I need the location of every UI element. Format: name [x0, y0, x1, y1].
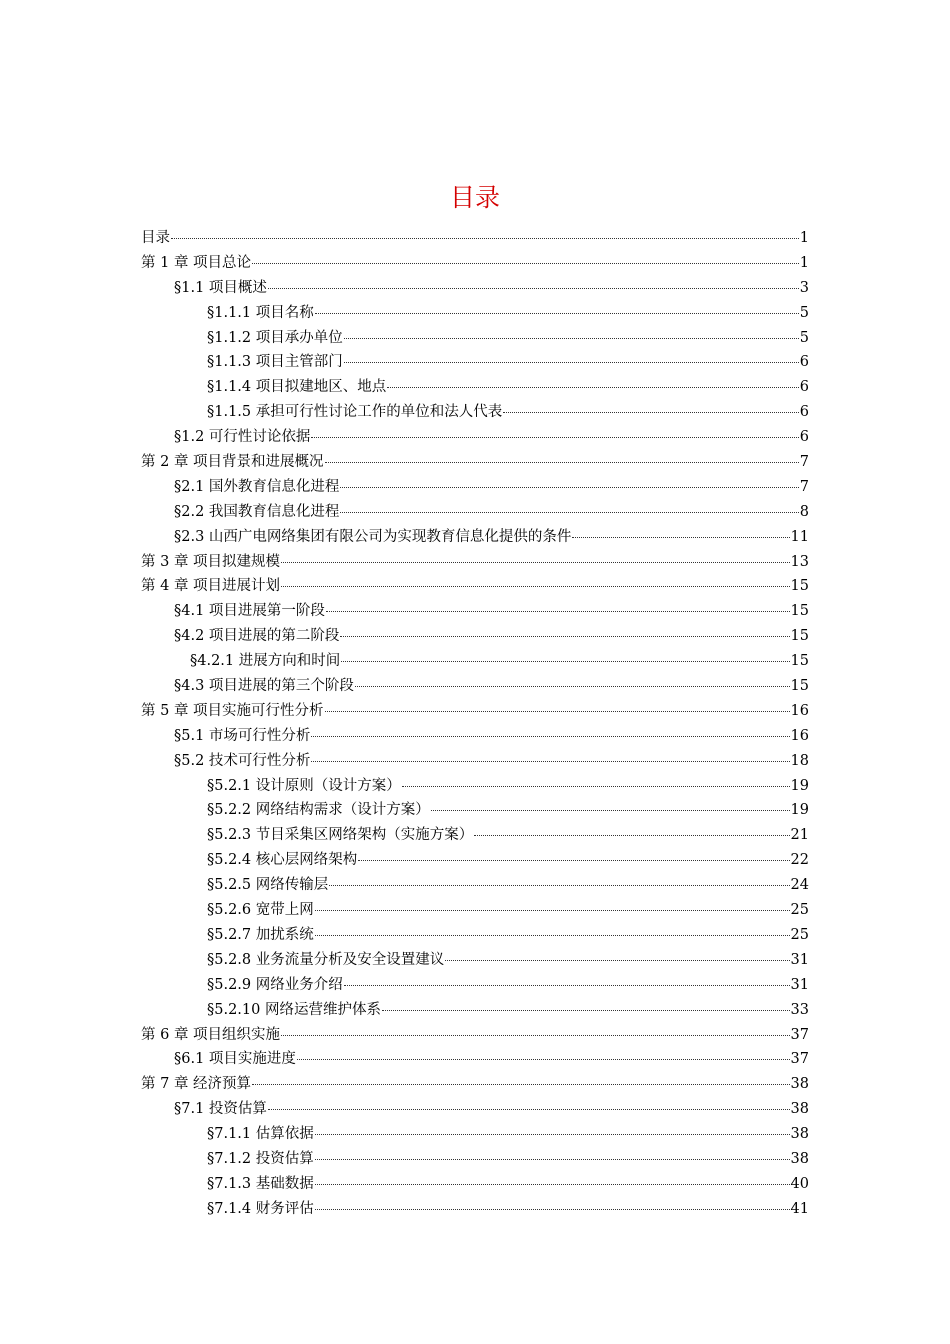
toc-entry[interactable] — [141, 774, 809, 799]
toc-entry-page-number: 19 — [790, 802, 809, 819]
toc-entry-page-number: 6 — [799, 354, 809, 371]
toc-entry-page-number: 38 — [790, 1101, 809, 1118]
toc-dot-leader — [311, 747, 789, 762]
toc-entry[interactable] — [141, 674, 809, 699]
toc-entry-label: §1.1.5 承担可行性讨论工作的单位和法人代表 — [207, 404, 503, 421]
toc-dot-leader — [445, 946, 789, 961]
toc-entry-label: §1.2 可行性讨论依据 — [174, 429, 311, 446]
toc-entry-label: §5.2.1 设计原则（设计方案） — [207, 777, 401, 794]
toc-entry-label: §5.1 市场可行性分析 — [174, 727, 311, 744]
toc-entry[interactable] — [141, 375, 809, 400]
toc-entry[interactable] — [141, 226, 809, 251]
toc-entry[interactable] — [141, 550, 809, 575]
toc-entry-label: 第 3 章 项目拟建规模 — [141, 553, 281, 570]
toc-dot-leader — [431, 796, 790, 811]
toc-dot-leader — [358, 846, 789, 861]
toc-entry[interactable] — [141, 1097, 809, 1122]
toc-entry-page-number: 41 — [790, 1200, 809, 1217]
toc-entry[interactable] — [141, 898, 809, 923]
toc-dot-leader — [344, 971, 790, 986]
toc-entry-page-number: 25 — [790, 926, 809, 943]
toc-entry-page-number: 40 — [790, 1175, 809, 1192]
toc-entry-label: §1.1.2 项目承办单位 — [207, 329, 343, 346]
toc-entry-label: §5.2.6 宽带上网 — [207, 902, 314, 919]
toc-dot-leader — [297, 1045, 790, 1060]
toc-entry-page-number: 19 — [790, 777, 809, 794]
toc-dot-leader — [402, 772, 790, 787]
toc-entry[interactable] — [141, 425, 809, 450]
toc-dot-leader — [344, 348, 799, 363]
toc-entry-label: §4.3 项目进展的第三个阶段 — [174, 678, 354, 695]
toc-entry-page-number: 22 — [790, 852, 809, 869]
toc-dot-leader — [315, 299, 799, 314]
toc-dot-leader — [329, 871, 789, 886]
toc-dot-leader — [341, 647, 789, 662]
toc-dot-leader — [503, 398, 799, 413]
toc-entry-page-number: 5 — [799, 304, 809, 321]
toc-entry[interactable] — [141, 1147, 809, 1172]
toc-entry-page-number: 38 — [790, 1126, 809, 1143]
toc-dot-leader — [315, 896, 790, 911]
toc-dot-leader — [315, 1170, 790, 1185]
toc-entry[interactable] — [141, 574, 809, 599]
toc-dot-leader — [171, 224, 799, 239]
toc-dot-leader — [387, 373, 799, 388]
toc-entry-label: §5.2.3 节目采集区网络架构（实施方案） — [207, 827, 474, 844]
toc-entry-page-number: 8 — [799, 503, 809, 520]
toc-entry[interactable] — [141, 1122, 809, 1147]
toc-entry-label: 第 2 章 项目背景和进展概况 — [141, 454, 324, 471]
toc-entry-label: 目录 — [141, 230, 170, 246]
toc-dot-leader — [326, 597, 790, 612]
toc-entry[interactable] — [141, 1047, 809, 1072]
toc-entry-page-number: 16 — [790, 727, 809, 744]
toc-dot-leader — [340, 622, 789, 637]
toc-entry[interactable] — [141, 326, 809, 351]
toc-dot-leader — [315, 921, 790, 936]
toc-entry[interactable] — [141, 400, 809, 425]
toc-entry[interactable] — [141, 475, 809, 500]
toc-entry[interactable] — [141, 948, 809, 973]
toc-entry[interactable] — [141, 1072, 809, 1097]
toc-entry-page-number: 21 — [790, 827, 809, 844]
toc-entry-page-number: 31 — [790, 976, 809, 993]
toc-dot-leader — [252, 249, 799, 264]
toc-entry[interactable] — [141, 624, 809, 649]
toc-entry[interactable] — [141, 1172, 809, 1197]
toc-entry-page-number: 24 — [790, 877, 809, 894]
toc-entry-label: §2.1 国外教育信息化进程 — [174, 478, 340, 495]
toc-dot-leader — [268, 274, 799, 289]
toc-entry-label: §7.1 投资估算 — [174, 1101, 267, 1118]
toc-dot-leader — [281, 1021, 789, 1036]
toc-entry-page-number: 16 — [790, 702, 809, 719]
page-title: 目录 — [449, 183, 500, 212]
toc-entry-label: §2.3 山西广电网络集团有限公司为实现教育信息化提供的条件 — [174, 528, 572, 545]
toc-dot-leader — [281, 572, 789, 587]
toc-entry-page-number: 31 — [790, 951, 809, 968]
table-of-contents — [141, 226, 809, 1222]
toc-entry-page-number: 37 — [790, 1051, 809, 1068]
toc-entry-label: 第 7 章 经济预算 — [141, 1076, 252, 1093]
toc-entry-page-number: 37 — [790, 1026, 809, 1043]
toc-entry[interactable] — [141, 450, 809, 475]
toc-entry-page-number: 15 — [790, 678, 809, 695]
toc-entry-label: §4.1 项目进展第一阶段 — [174, 603, 325, 620]
toc-dot-leader — [340, 498, 798, 513]
toc-entry-label: §5.2.2 网络结构需求（设计方案） — [207, 802, 430, 819]
toc-dot-leader — [281, 548, 789, 563]
toc-dot-leader — [474, 821, 789, 836]
toc-dot-leader — [268, 1095, 790, 1110]
toc-entry-page-number: 1 — [799, 230, 809, 246]
toc-entry-label: §1.1.3 项目主管部门 — [207, 354, 343, 371]
toc-entry-page-number: 3 — [799, 279, 809, 296]
toc-entry-label: 第 6 章 项目组织实施 — [141, 1026, 281, 1043]
toc-entry-label: §7.1.2 投资估算 — [207, 1150, 314, 1167]
toc-entry-label: §5.2.7 加扰系统 — [207, 926, 314, 943]
toc-dot-leader — [315, 1145, 790, 1160]
toc-entry[interactable] — [141, 276, 809, 301]
toc-entry-page-number: 6 — [799, 379, 809, 396]
toc-entry-page-number: 6 — [799, 429, 809, 446]
toc-entry[interactable] — [141, 973, 809, 998]
toc-entry[interactable] — [141, 525, 809, 550]
toc-entry[interactable] — [141, 873, 809, 898]
toc-entry-label: §4.2.1 进展方向和时间 — [190, 653, 341, 670]
toc-entry-label: §5.2.9 网络业务介绍 — [207, 976, 343, 993]
toc-entry[interactable] — [141, 823, 809, 848]
toc-entry-page-number: 7 — [799, 454, 809, 471]
toc-entry-page-number: 5 — [799, 329, 809, 346]
toc-entry-page-number: 15 — [790, 653, 809, 670]
toc-dot-leader — [340, 473, 798, 488]
toc-entry-page-number: 1 — [799, 254, 809, 271]
toc-dot-leader — [344, 324, 799, 339]
toc-entry-page-number: 7 — [799, 478, 809, 495]
toc-entry-label: §5.2.10 网络运营维护体系 — [207, 1001, 381, 1018]
toc-entry-page-number: 15 — [790, 603, 809, 620]
toc-dot-leader — [355, 672, 790, 687]
toc-entry-page-number: 15 — [790, 578, 809, 595]
toc-entry[interactable] — [141, 301, 809, 326]
toc-entry[interactable] — [141, 1023, 809, 1048]
toc-entry[interactable] — [141, 923, 809, 948]
toc-entry-label: §1.1 项目概述 — [174, 279, 267, 296]
toc-entry[interactable] — [141, 500, 809, 525]
toc-dot-leader — [315, 1195, 790, 1210]
toc-entry[interactable] — [141, 649, 809, 674]
toc-entry[interactable] — [141, 699, 809, 724]
toc-entry[interactable] — [141, 998, 809, 1023]
toc-entry-label: 第 1 章 项目总论 — [141, 254, 252, 271]
toc-dot-leader — [315, 1120, 790, 1135]
toc-entry-label: §1.1.1 项目名称 — [207, 304, 314, 321]
toc-dot-leader — [325, 448, 799, 463]
toc-entry-label: §7.1.1 估算依据 — [207, 1126, 314, 1143]
toc-entry-page-number: 33 — [790, 1001, 809, 1018]
toc-entry[interactable] — [141, 599, 809, 624]
toc-entry-label: §6.1 项目实施进度 — [174, 1051, 296, 1068]
toc-entry[interactable] — [141, 1197, 809, 1222]
toc-dot-leader — [572, 523, 789, 538]
toc-entry[interactable] — [141, 724, 809, 749]
toc-entry-page-number: 15 — [790, 628, 809, 645]
toc-entry-label: 第 5 章 项目实施可行性分析 — [141, 702, 324, 719]
toc-entry-page-number: 13 — [790, 553, 809, 570]
toc-entry-label: §4.2 项目进展的第二阶段 — [174, 628, 340, 645]
toc-entry-page-number: 11 — [790, 528, 809, 545]
toc-entry[interactable] — [141, 251, 809, 276]
toc-entry-label: §5.2 技术可行性分析 — [174, 752, 311, 769]
toc-entry[interactable] — [141, 798, 809, 823]
toc-dot-leader — [382, 996, 790, 1011]
toc-entry-label: §5.2.4 核心层网络架构 — [207, 852, 358, 869]
toc-entry-label: §5.2.8 业务流量分析及安全设置建议 — [207, 951, 445, 968]
toc-entry-page-number: 18 — [790, 752, 809, 769]
toc-entry-label: §7.1.3 基础数据 — [207, 1175, 314, 1192]
toc-dot-leader — [252, 1070, 789, 1085]
toc-entry-label: §2.2 我国教育信息化进程 — [174, 503, 340, 520]
toc-entry[interactable] — [141, 848, 809, 873]
toc-dot-leader — [311, 423, 798, 438]
toc-entry-page-number: 6 — [799, 404, 809, 421]
toc-entry-label: §1.1.4 项目拟建地区、地点 — [207, 379, 387, 396]
toc-entry[interactable] — [141, 350, 809, 375]
toc-dot-leader — [311, 722, 789, 737]
toc-entry[interactable] — [141, 749, 809, 774]
toc-entry-label: §5.2.5 网络传输层 — [207, 877, 329, 894]
toc-entry-page-number: 38 — [790, 1076, 809, 1093]
toc-entry-label: §7.1.4 财务评估 — [207, 1200, 314, 1217]
toc-entry-page-number: 38 — [790, 1150, 809, 1167]
toc-entry-page-number: 25 — [790, 902, 809, 919]
toc-entry-label: 第 4 章 项目进展计划 — [141, 578, 281, 595]
toc-dot-leader — [325, 697, 790, 712]
